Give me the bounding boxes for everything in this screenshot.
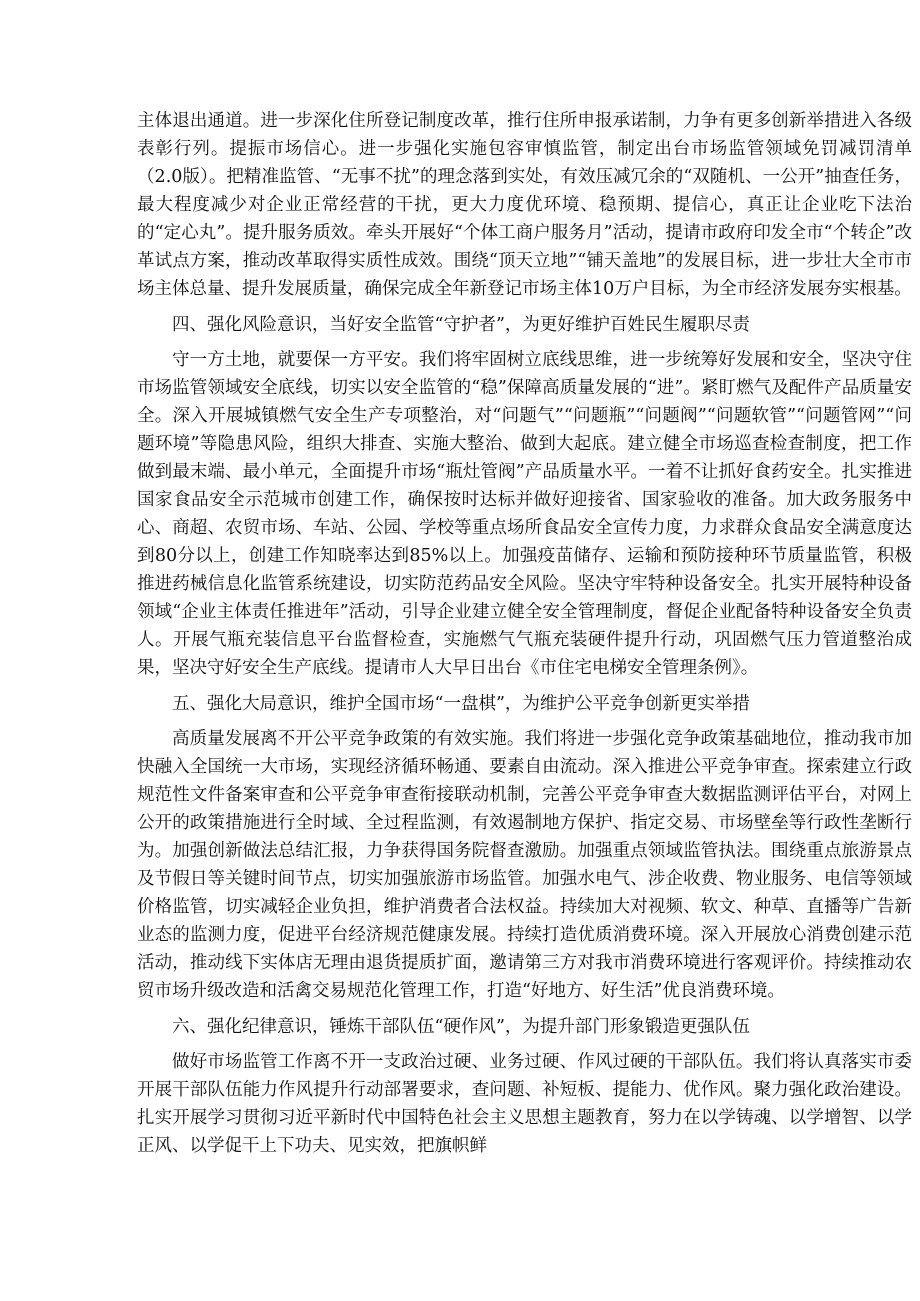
section-heading-overall-awareness: 五、强化大局意识，维护全国市场“一盘棋”，为维护公平竞争创新更实举措 xyxy=(172,694,750,714)
paragraph-fair-competition: 高质量发展离不开公平竞争政策的有效实施。我们将进一步强化竞争政策基础地位，推动我市加快融入全国统一大市场，实现经济循环畅通、要素自由流动。深入推进公平竞争审查。探索建立行政规范性文件备案审查和公平竞争审查衔接联动机制，完善公平竞争审查大数据监测评估平台，对网上公开的政策措施进行全时域、全过程监测，有效遏制地方保护、指定交易、市场壁垒等行政性垄断行为。加强创新做法总结汇报，力争获得国务院督查激励。加强重点领域监管执法。围绕重点旅游景点及节假日等关键时间节点，切实加强旅游市场监管。加强水电气、涉企收费、物业服务、电信等领域价格监管，切实减轻企业负担，维护消费者合法权益。持续加大对视频、软文、种草、直播等广告新业态的监测力度，促进平台经济规范健康发展。持续打造优质消费环境。深入开展放心消费创建示范活动，推动线下实体店无理由退货提质扩面，邀请第三方对我市消费环境进行客观评价。持续推动农贸市场升级改造和活禽交易规范化管理工作，打造“好地方、好生活”优良消费环境。 xyxy=(137,729,912,1001)
section-heading-risk-awareness: 四、强化风险意识，当好安全监管“守护者”，为更好维护百姓民生履职尽责 xyxy=(172,315,750,335)
section-heading-discipline-awareness: 六、强化纪律意识，锤炼干部队伍“硬作风”，为提升部门形象锻造更强队伍 xyxy=(172,1017,750,1037)
document-page xyxy=(137,107,912,1160)
paragraph-safety-supervision: 守一方土地，就要保一方平安。我们将牢固树立底线思维，进一步统筹好发展和安全，坚决守住市场监管领域安全底线，切实以安全监管的“稳”保障高质量发展的“进”。紧盯燃气及配件产品质量安全。深入开展城镇燃气安全生产专项整治，对“问题气”“问题瓶”“问题阀”“问题软管”“问题管网”“问题环境”等隐患风险，组织大排查、实施大整治、做到大起底。建立健全市场巡查检查制度，把工作做到最末端、最小单元，全面提升市场“瓶灶管阀”产品质量水平。一着不让抓好食药安全。扎实推进国家食品安全示范城市创建工作，确保按时达标并做好迎接省、国家验收的准备。加大政务服务中心、商超、农贸市场、车站、公园、学校等重点场所食品安全宣传力度，力求群众食品安全满意度达到80分以上，创建工作知晓率达到85%以上。加强疫苗储存、运输和预防接种环节质量监管，积极推进药械信息化监管系统建设，切实防范药品安全风险。坚决守牢特种设备安全。扎实开展特种设备领域“企业主体责任推进年”活动，引导企业建立健全安全管理制度，督促企业配备特种设备安全负责人。开展气瓶充装信息平台监督检查，实施燃气气瓶充装硬件提升行动，巩固燃气压力管道整治成果，坚决守好安全生产底线。提请市人大早日出台《市住宅电梯安全管理条例》。 xyxy=(137,350,912,678)
paragraph-cadre-team: 做好市场监管工作离不开一支政治过硬、业务过硬、作风过硬的干部队伍。我们将认真落实市委开展干部队伍能力作风提升行动部署要求，查问题、补短板、提能力、优作风。聚力强化政治建设。扎实开展学习贯彻习近平新时代中国特色社会主义思想主题教育，努力在以学铸魂、以学增智、以学正风、以学促干上下功夫、见实效，把旗帜鲜 xyxy=(137,1052,912,1156)
paragraph-market-entity-exit: 主体退出通道。进一步深化住所登记制度改革，推行住所申报承诺制，力争有更多创新举措进入各级表彰行列。提振市场信心。进一步强化实施包容审慎监管，制定出台市场监管领域免罚减罚清单（2.0版）。把精准监管、“无事不扰”的理念落到实处，有效压减冗余的“双随机、一公开”抽查任务，最大程度减少对企业正常经营的干扰，更大力度优环境、稳预期、提信心，真正让企业吃下法治的“定心丸”。提升服务质效。牵头开展好“个体工商户服务月”活动，提请市政府印发全市“个转企”改革试点方案，推动改革取得实质性成效。围绕“顶天立地”“铺天盖地”的发展目标，进一步壮大全市市场主体总量、提升发展质量，确保完成全年新登记市场主体10万户目标，为全市经济发展夯实根基。 xyxy=(137,111,912,299)
